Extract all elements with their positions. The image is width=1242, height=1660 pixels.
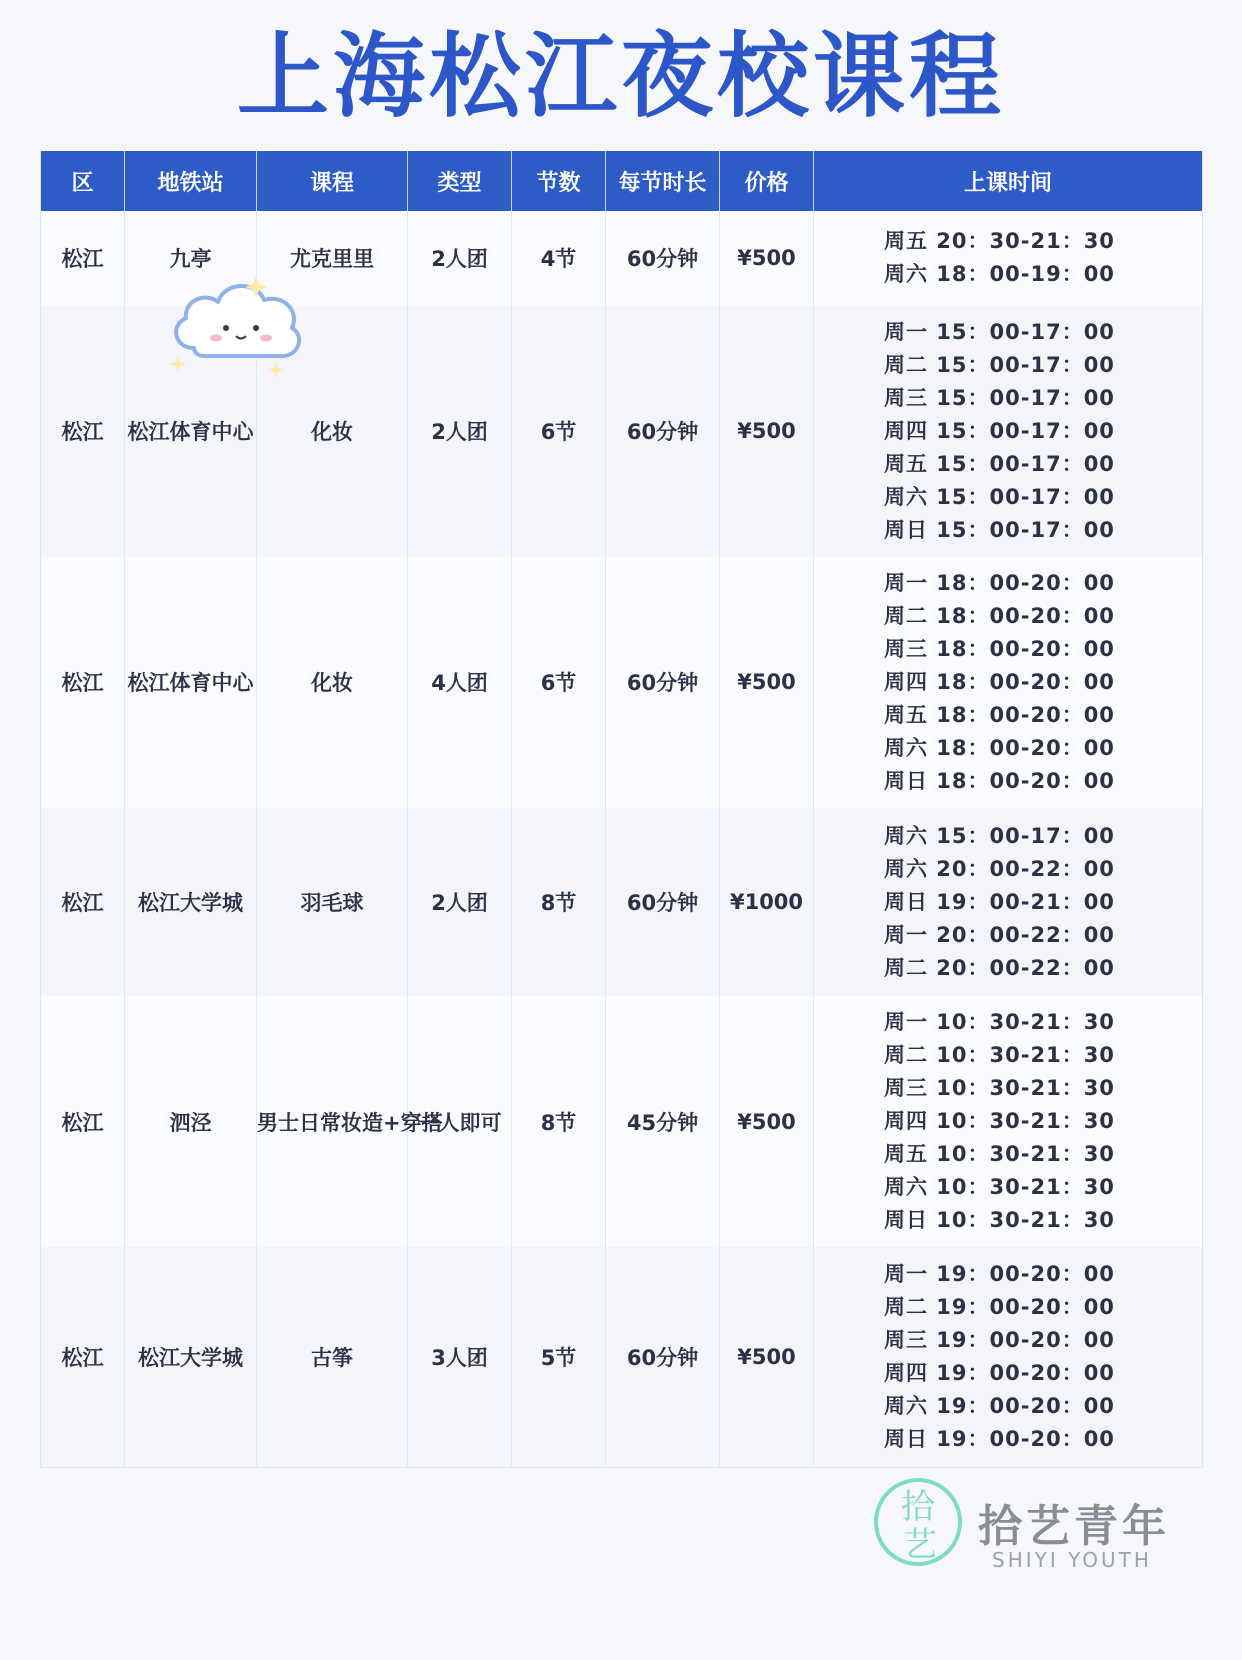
brand-mark-char-2: 艺 xyxy=(903,1525,937,1565)
table-row xyxy=(41,557,1203,808)
brand-subtitle: SHIYI YOUTH xyxy=(992,1548,1152,1572)
course-cell: 古筝 xyxy=(257,1247,408,1467)
time-slot: 周六 19：00-20：00 xyxy=(884,1394,1115,1419)
time-slot: 周二 10：30-21：30 xyxy=(884,1043,1115,1068)
times-cell xyxy=(814,996,1203,1247)
time-slot: 周一 15：00-17：00 xyxy=(884,319,1115,344)
sessions-cell: 6节 xyxy=(512,306,606,557)
time-slot: 周六 18：00-20：00 xyxy=(884,735,1115,760)
price-cell: ¥500 xyxy=(720,557,814,808)
time-slot: 周三 19：00-20：00 xyxy=(884,1328,1115,1353)
table-row xyxy=(41,808,1203,997)
time-slot: 周二 19：00-20：00 xyxy=(884,1295,1115,1320)
course-cell: 化妆 xyxy=(257,306,408,557)
header-price: 价格 xyxy=(720,151,814,211)
brand-mark-char-1: 拾 xyxy=(901,1487,935,1527)
time-slot: 周六 18：00-19：00 xyxy=(884,262,1115,287)
course-cell: 尤克里里 xyxy=(257,211,408,306)
time-slot: 周四 10：30-21：30 xyxy=(884,1109,1115,1134)
time-slot: 周三 10：30-21：30 xyxy=(884,1076,1115,1101)
time-slot: 周四 18：00-20：00 xyxy=(884,669,1115,694)
times-cell xyxy=(814,808,1203,997)
header-type: 类型 xyxy=(408,151,512,211)
sessions-cell: 8节 xyxy=(512,996,606,1247)
district-cell: 松江 xyxy=(41,808,125,997)
duration-cell: 60分钟 xyxy=(606,557,720,808)
time-slot: 周日 19：00-20：00 xyxy=(884,1427,1115,1452)
station-cell: 松江大学城 xyxy=(125,1247,257,1467)
station-cell: 松江体育中心 xyxy=(125,557,257,808)
time-slot: 周一 10：30-21：30 xyxy=(884,1010,1115,1035)
time-slot: 周二 20：00-22：00 xyxy=(884,955,1115,980)
table-header-row xyxy=(41,151,1203,211)
time-slot: 周一 20：00-22：00 xyxy=(884,922,1115,947)
brand-mark-icon xyxy=(870,1470,970,1580)
times-cell xyxy=(814,557,1203,808)
table-row xyxy=(41,1247,1203,1467)
page-title: 上海松江夜校课程 xyxy=(236,23,1005,130)
station-cell: 泗泾 xyxy=(125,996,257,1247)
brand-name: 拾艺青年 xyxy=(978,1501,1170,1552)
type-cell: 3人团 xyxy=(408,1247,512,1467)
header-duration: 每节时长 xyxy=(606,151,720,211)
table-row xyxy=(41,996,1203,1247)
course-cell: 化妆 xyxy=(257,557,408,808)
price-cell: ¥500 xyxy=(720,1247,814,1467)
price-cell: ¥500 xyxy=(720,996,814,1247)
times-cell xyxy=(814,306,1203,557)
time-slot: 周二 15：00-17：00 xyxy=(884,352,1115,377)
price-cell: ¥500 xyxy=(720,306,814,557)
district-cell: 松江 xyxy=(41,996,125,1247)
header-times: 上课时间 xyxy=(814,151,1203,211)
type-cell: 4人团 xyxy=(408,557,512,808)
time-slot: 周日 18：00-20：00 xyxy=(884,768,1115,793)
time-slot: 周一 18：00-20：00 xyxy=(884,570,1115,595)
brand-logo xyxy=(870,1470,1200,1590)
time-slot: 周六 15：00-17：00 xyxy=(884,484,1115,509)
district-cell: 松江 xyxy=(41,306,125,557)
time-slot: 周一 19：00-20：00 xyxy=(884,1262,1115,1287)
price-cell: ¥1000 xyxy=(720,808,814,997)
duration-cell: 60分钟 xyxy=(606,1247,720,1467)
district-cell: 松江 xyxy=(41,557,125,808)
time-slot: 周六 10：30-21：30 xyxy=(884,1175,1115,1200)
time-slot: 周五 10：30-21：30 xyxy=(884,1142,1115,1167)
course-cell: 羽毛球 xyxy=(257,808,408,997)
sessions-cell: 6节 xyxy=(512,557,606,808)
time-slot: 周六 20：00-22：00 xyxy=(884,856,1115,881)
time-slot: 周四 19：00-20：00 xyxy=(884,1361,1115,1386)
type-cell: 2人团 xyxy=(408,211,512,306)
sessions-cell: 8节 xyxy=(512,808,606,997)
station-cell: 松江体育中心 xyxy=(125,306,257,557)
header-sessions: 节数 xyxy=(512,151,606,211)
type-cell: 2人团 xyxy=(408,306,512,557)
station-cell: 九亭 xyxy=(125,211,257,306)
type-cell: 2人团 xyxy=(408,808,512,997)
course-cell: 男士日常妆造+穿搭 xyxy=(257,996,408,1247)
time-slot: 周四 15：00-17：00 xyxy=(884,418,1115,443)
time-slot: 周日 19：00-21：00 xyxy=(884,889,1115,914)
duration-cell: 60分钟 xyxy=(606,211,720,306)
time-slot: 周三 18：00-20：00 xyxy=(884,636,1115,661)
header-station: 地铁站 xyxy=(125,151,257,211)
time-slot: 周三 15：00-17：00 xyxy=(884,385,1115,410)
station-cell: 松江大学城 xyxy=(125,808,257,997)
times-cell xyxy=(814,211,1203,306)
time-slot: 周六 15：00-17：00 xyxy=(884,823,1115,848)
time-slot: 周日 10：30-21：30 xyxy=(884,1208,1115,1233)
cloud-sticker-icon xyxy=(164,270,314,390)
header-course: 课程 xyxy=(257,151,408,211)
time-slot: 周五 18：00-20：00 xyxy=(884,702,1115,727)
sessions-cell: 4节 xyxy=(512,211,606,306)
sessions-cell: 5节 xyxy=(512,1247,606,1467)
time-slot: 周二 18：00-20：00 xyxy=(884,603,1115,628)
district-cell: 松江 xyxy=(41,211,125,306)
duration-cell: 60分钟 xyxy=(606,808,720,997)
duration-cell: 60分钟 xyxy=(606,306,720,557)
duration-cell: 45分钟 xyxy=(606,996,720,1247)
price-cell: ¥500 xyxy=(720,211,814,306)
header-district: 区 xyxy=(41,151,125,211)
type-cell: 一人即可 xyxy=(408,996,512,1247)
time-slot: 周日 15：00-17：00 xyxy=(884,517,1115,542)
times-cell xyxy=(814,1247,1203,1467)
time-slot: 周五 15：00-17：00 xyxy=(884,451,1115,476)
district-cell: 松江 xyxy=(41,1247,125,1467)
time-slot: 周五 20：30-21：30 xyxy=(884,229,1115,254)
